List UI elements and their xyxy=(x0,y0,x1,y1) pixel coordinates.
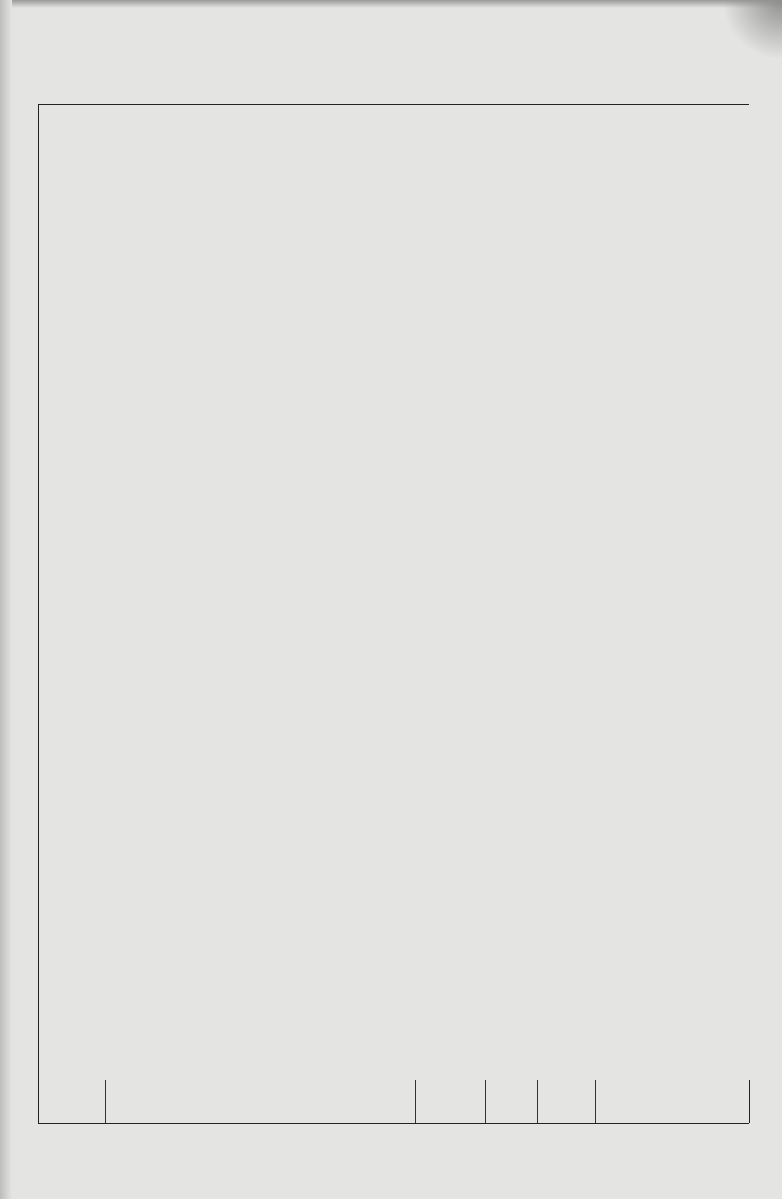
page-left-shadow xyxy=(0,0,12,1199)
page-top-shadow xyxy=(0,0,782,8)
empty-cell xyxy=(105,1080,416,1123)
empty-cell xyxy=(39,1080,106,1123)
empty-cell xyxy=(415,1080,486,1123)
tree-inventory-table xyxy=(38,104,749,1124)
empty-cell xyxy=(537,1080,596,1123)
empty-cell xyxy=(485,1080,538,1123)
page-corner-shadow xyxy=(722,0,782,60)
table-empty-row xyxy=(39,1080,749,1123)
empty-cell xyxy=(595,1080,750,1123)
